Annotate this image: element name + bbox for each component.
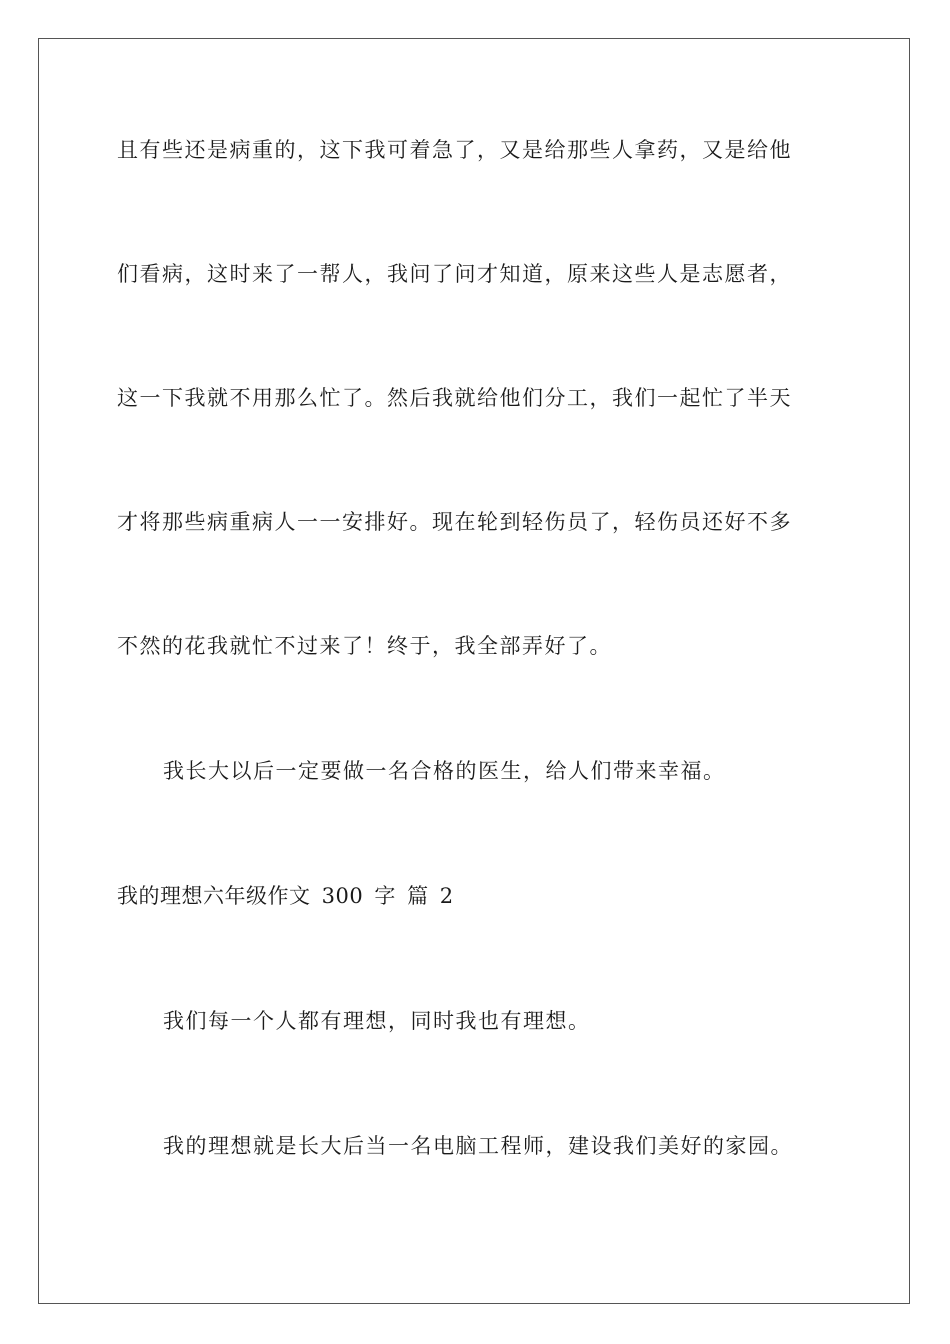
body-text-line: 且有些还是病重的，这下我可着急了，又是给那些人拿药，又是给他 <box>117 138 792 162</box>
page-border <box>38 38 910 1304</box>
body-text-line: 不然的花我就忙不过来了！终于，我全部弄好了。 <box>117 634 612 658</box>
paragraph-second: 我的理想就是长大后当一名电脑工程师，建设我们美好的家园。 <box>163 1134 793 1158</box>
body-text-line: 这一下我就不用那么忙了。然后我就给他们分工，我们一起忙了半天 <box>117 386 792 410</box>
body-text-line: 才将那些病重病人一一安排好。现在轮到轻伤员了，轻伤员还好不多 <box>117 510 792 534</box>
paragraph-first: 我们每一个人都有理想，同时我也有理想。 <box>163 1009 591 1033</box>
paragraph-dream: 我长大以后一定要做一名合格的医生，给人们带来幸福。 <box>163 759 726 783</box>
body-text-line: 们看病，这时来了一帮人，我问了问才知道，原来这些人是志愿者， <box>117 262 792 286</box>
section-title: 我的理想六年级作文 300 字 篇 2 <box>117 884 454 908</box>
